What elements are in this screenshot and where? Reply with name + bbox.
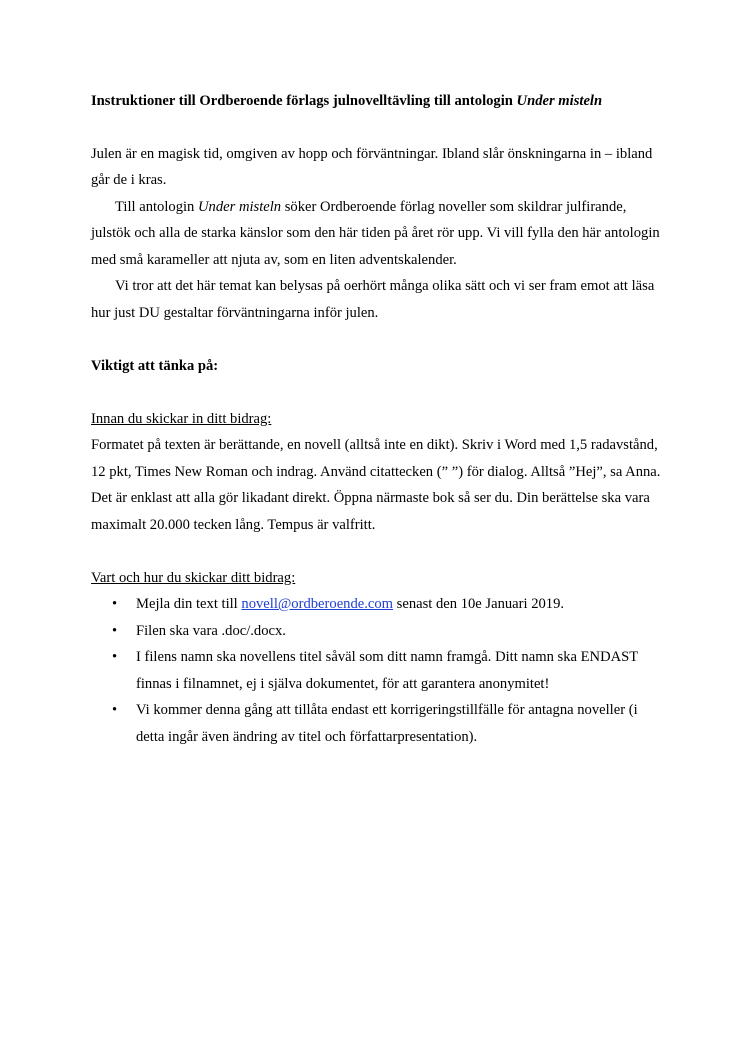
item1-text-end: senast den 10e Januari 2019. (393, 596, 565, 612)
bullet-icon: • (112, 702, 118, 718)
document-page (91, 88, 661, 750)
title-text: Instruktioner till Ordberoende förlags julnovelltävling till antologin (91, 93, 517, 109)
list-item (91, 618, 661, 645)
bullet-icon: • (112, 596, 118, 612)
before-section-body: Formatet på texten är berättande, en novell (alltså inte en dikt). Skriv i Word med 1,5 radavstånd, 12 pkt, Times New Roman och indrag. Använd citattecken (” ”) för dialog. Alltså ”Hej”, sa Anna. Det är enklast att alla gör likadant direkt. Öppna närmaste bok så ser du. Din berättelse ska vara maximalt 20.000 tecken lång. Tempus är valfritt. (91, 437, 661, 533)
item2-text: Filen ska vara .doc/.docx. (136, 622, 286, 639)
submit-section-heading: Vart och hur du skickar ditt bidrag: (91, 569, 296, 586)
submit-list (91, 591, 661, 750)
list-item (91, 697, 661, 750)
spacer (91, 326, 661, 353)
email-link[interactable]: novell@ordberoende.com (241, 596, 394, 612)
spacer (91, 114, 661, 141)
document-title (91, 88, 661, 114)
intro-p2-start: Till antologin (115, 198, 198, 215)
important-heading: Viktigt att tänka på: (91, 357, 219, 374)
intro-p2-end: söker Ordberoende förlag noveller som skildrar julfirande, julstök och alla de starka känslor som den här tiden på året rör upp. Vi vill fylla den här antologin med små karameller att njuta av, som en liten adventskalender. (91, 198, 660, 268)
item1-text-start: Mejla din text till (136, 596, 242, 612)
title-italic: Under misteln (516, 93, 603, 109)
list-item (91, 591, 661, 618)
item4-text: Vi kommer denna gång att tillåta endast ett korrigeringstillfälle för antagna noveller (i detta ingår även ändring av titel och författarpresentation). (136, 702, 638, 745)
intro-paragraph-1: Julen är en magisk tid, omgiven av hopp och förväntningar. Ibland slår önskningarna in – ibland går de i kras. (91, 145, 653, 188)
before-section-heading: Innan du skickar in ditt bidrag: (91, 410, 272, 427)
list-item (91, 644, 661, 697)
item3-text: I filens namn ska novellens titel såväl som ditt namn framgå. Ditt namn ska ENDAST finnas i filnamnet, ej i själva dokumentet, för att garantera anonymitet! (136, 649, 638, 692)
intro-p2-italic: Under misteln (198, 198, 282, 215)
spacer (91, 379, 661, 406)
bullet-icon: • (112, 649, 118, 665)
bullet-icon: • (112, 622, 118, 639)
intro-paragraph-3: Vi tror att det här temat kan belysas på oerhört många olika sätt och vi ser fram emot att läsa hur just DU gestaltar förväntningarna inför julen. (91, 278, 655, 321)
intro-paragraph-2 (91, 194, 661, 274)
spacer (91, 538, 661, 565)
